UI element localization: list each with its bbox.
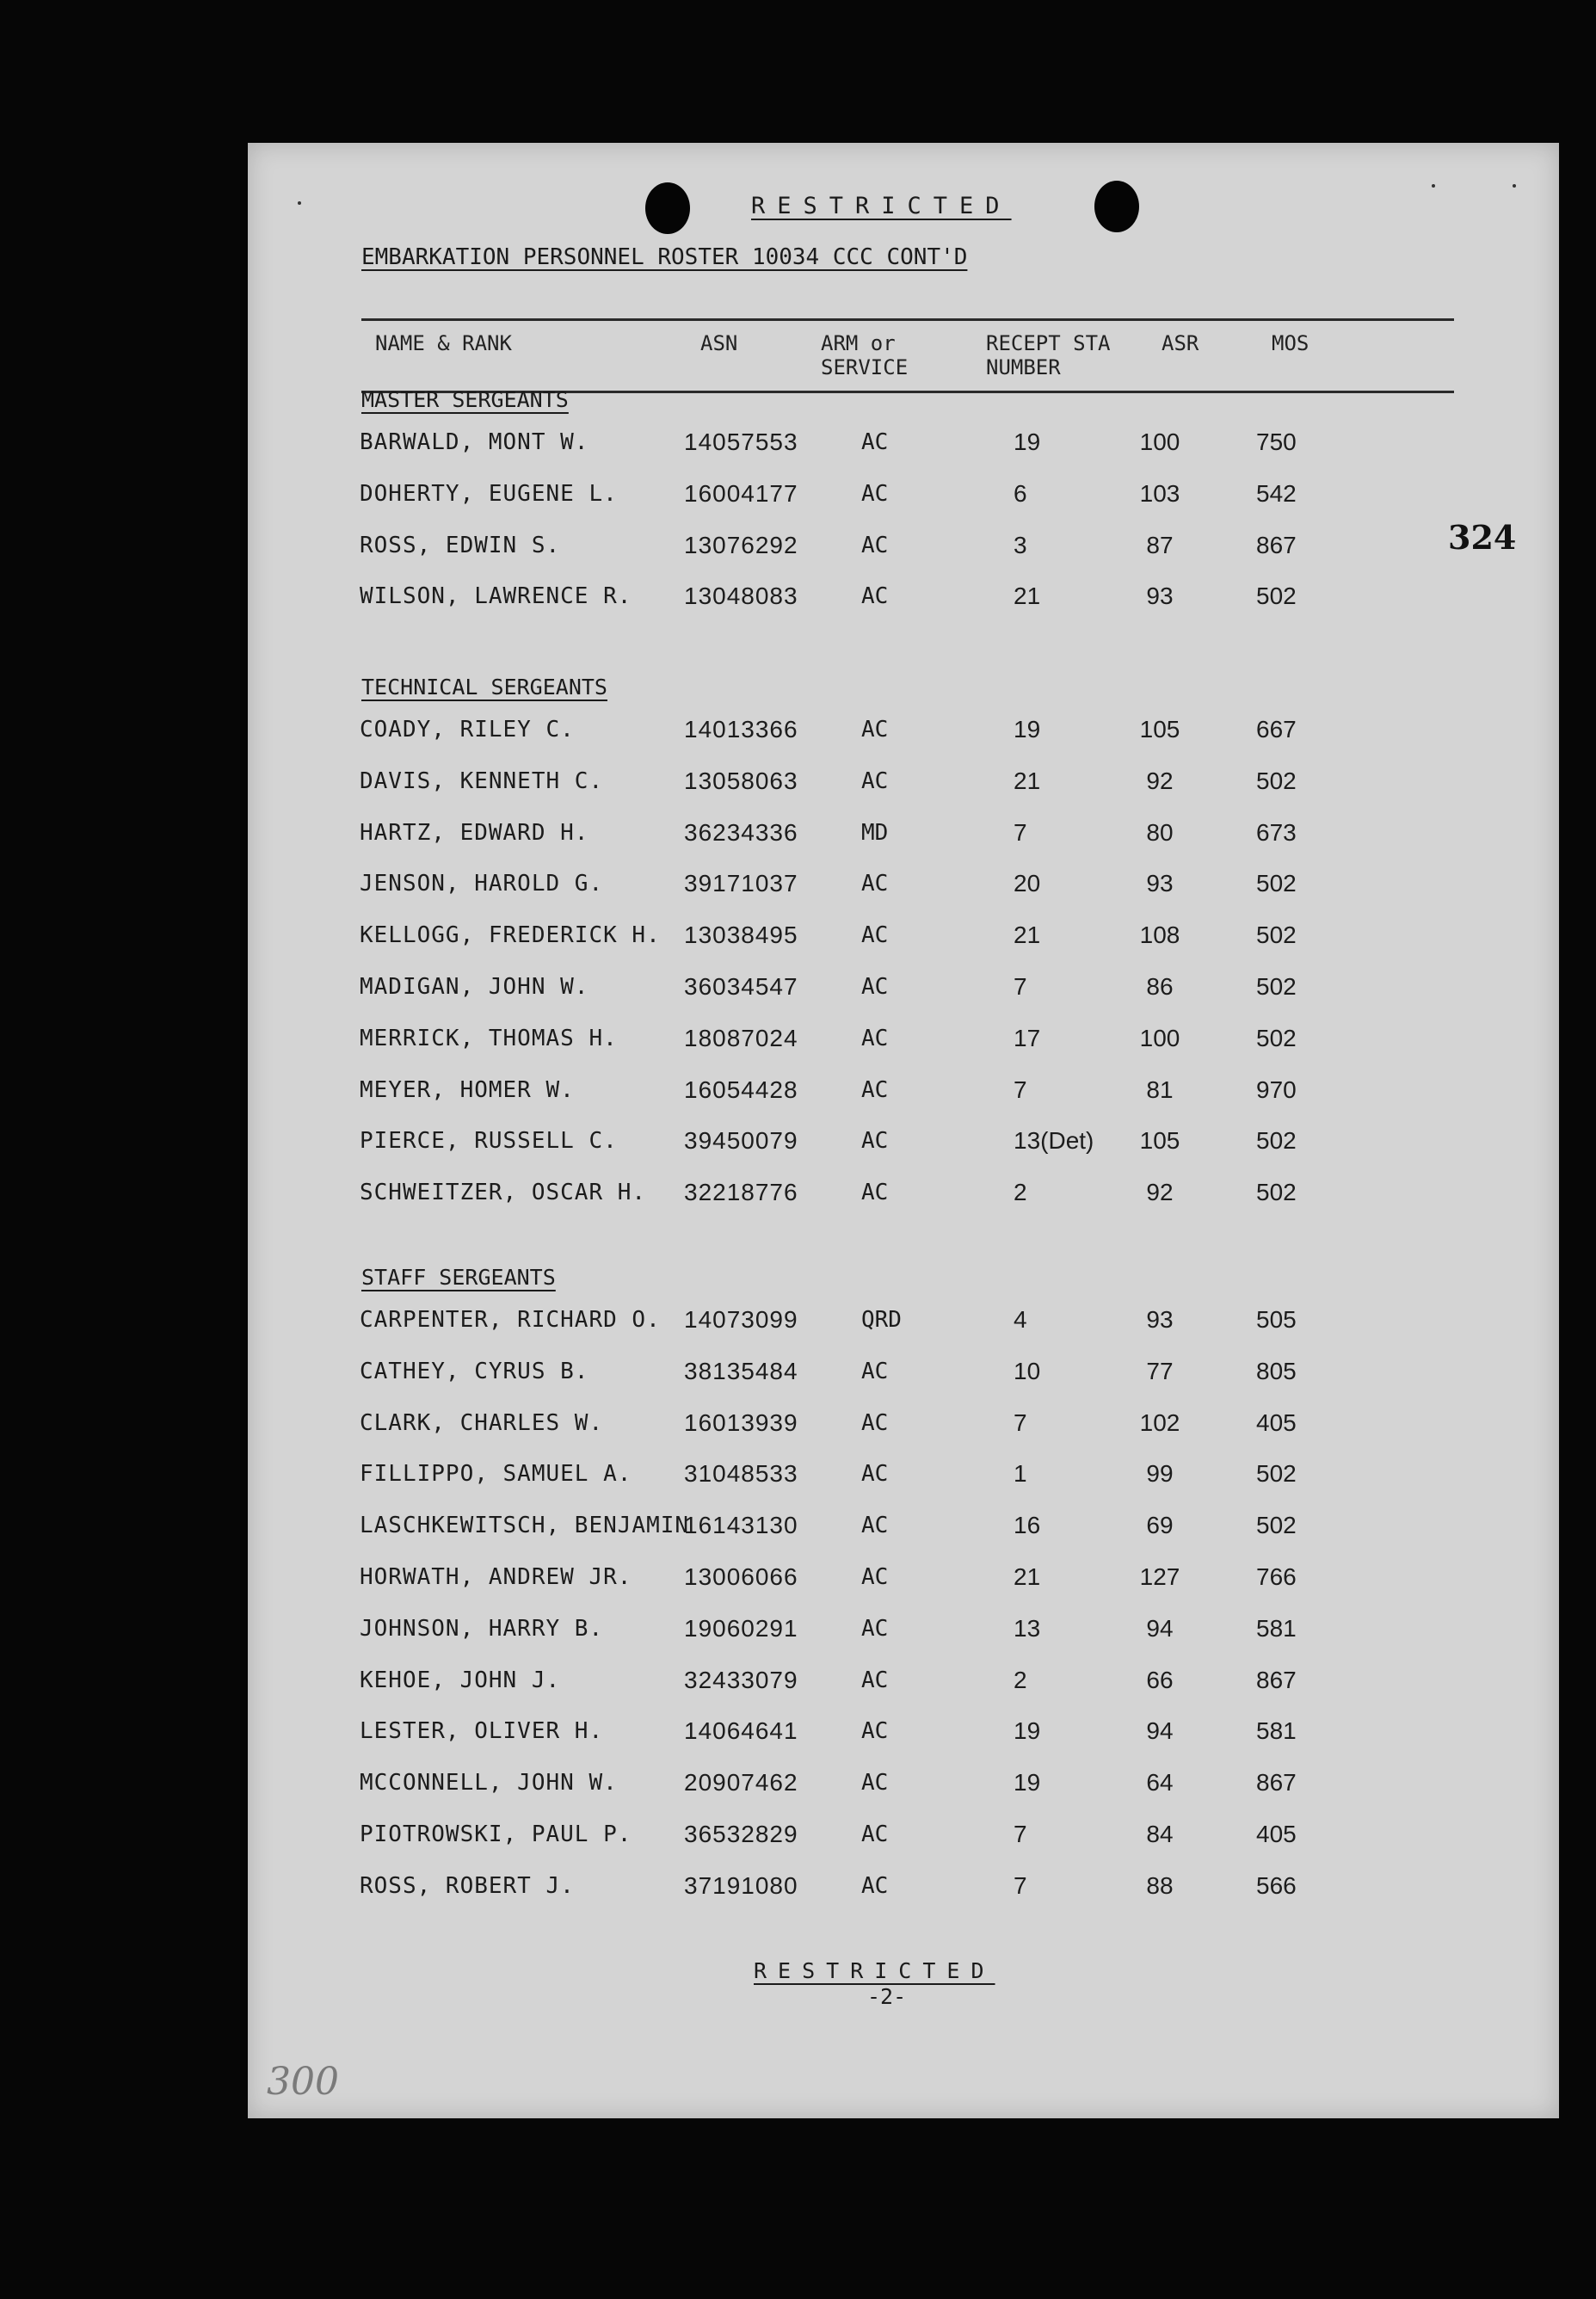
row-name: WILSON, LAWRENCE R.	[360, 583, 632, 609]
row-asr: 84	[1146, 1821, 1174, 1847]
row-mos: 502	[1256, 1179, 1297, 1205]
row-asr: 100	[1139, 1025, 1180, 1051]
table-row	[248, 970, 1559, 1004]
row-mos: 502	[1256, 973, 1297, 1000]
row-arm-service: AC	[861, 717, 889, 743]
row-mos: 502	[1256, 767, 1297, 794]
speck	[298, 201, 301, 205]
row-arm-service: AC	[861, 922, 889, 948]
row-asr: 69	[1146, 1512, 1174, 1538]
row-arm-service: AC	[861, 1667, 889, 1693]
row-arm-service: AC	[861, 429, 889, 455]
row-asn: 31048533	[684, 1460, 798, 1487]
row-name: ROSS, ROBERT J.	[360, 1873, 575, 1899]
row-arm-service: MD	[861, 820, 889, 846]
row-asn: 36034547	[684, 973, 798, 1000]
row-asr: 108	[1139, 921, 1180, 948]
row-asn: 32218776	[684, 1179, 798, 1205]
row-mos: 750	[1256, 428, 1297, 455]
row-name: HARTZ, EDWARD H.	[360, 820, 589, 846]
row-arm-service: AC	[861, 1770, 889, 1796]
table-row	[248, 712, 1559, 747]
row-arm-service: AC	[861, 1077, 889, 1103]
row-recept-sta: 7	[1014, 1821, 1027, 1847]
table-row	[248, 528, 1559, 563]
table-row	[248, 477, 1559, 511]
row-asn: 14057553	[684, 428, 798, 455]
row-name: PIOTROWSKI, PAUL P.	[360, 1821, 632, 1847]
row-asr: 87	[1146, 532, 1174, 558]
page-stamp: 324	[1448, 518, 1517, 557]
row-mos: 970	[1256, 1076, 1297, 1103]
row-recept-sta: 21	[1014, 1563, 1041, 1590]
row-arm-service: AC	[861, 974, 889, 1000]
row-mos: 502	[1256, 870, 1297, 897]
row-mos: 502	[1256, 1512, 1297, 1538]
row-asr: 93	[1146, 870, 1174, 897]
row-asn: 39171037	[684, 870, 798, 897]
row-asn: 20907462	[684, 1769, 798, 1796]
row-asr: 81	[1146, 1076, 1174, 1103]
document-page	[248, 143, 1559, 2118]
header-rule-top	[361, 318, 1454, 321]
table-row	[248, 866, 1559, 901]
row-name: CLARK, CHARLES W.	[360, 1410, 604, 1436]
row-arm-service: AC	[861, 481, 889, 507]
table-row	[248, 918, 1559, 952]
row-arm-service: AC	[861, 533, 889, 558]
row-asr: 127	[1139, 1563, 1180, 1590]
row-mos: 867	[1256, 1769, 1297, 1796]
row-mos: 502	[1256, 1127, 1297, 1154]
row-recept-sta: 7	[1014, 1076, 1027, 1103]
row-mos: 766	[1256, 1563, 1297, 1590]
row-asn: 13006066	[684, 1563, 798, 1590]
row-arm-service: QRD	[861, 1307, 902, 1333]
row-arm-service: AC	[861, 1410, 889, 1436]
row-arm-service: AC	[861, 1564, 889, 1590]
table-row	[248, 1354, 1559, 1389]
section-title: STAFF SERGEANTS	[361, 1265, 556, 1290]
row-mos: 542	[1256, 480, 1297, 507]
row-mos: 581	[1256, 1717, 1297, 1744]
row-asn: 36532829	[684, 1821, 798, 1847]
row-mos: 581	[1256, 1615, 1297, 1642]
row-asn: 32433079	[684, 1667, 798, 1693]
row-name: KEHOE, JOHN J.	[360, 1667, 561, 1693]
row-name: HORWATH, ANDREW JR.	[360, 1564, 632, 1590]
row-recept-sta: 21	[1014, 921, 1041, 948]
table-row	[248, 1021, 1559, 1056]
row-arm-service: AC	[861, 1359, 889, 1384]
table-row	[248, 1406, 1559, 1440]
row-asr: 94	[1146, 1615, 1174, 1642]
row-recept-sta: 7	[1014, 973, 1027, 1000]
speck	[1432, 184, 1435, 188]
col-header-name-rank: NAME & RANK	[375, 331, 512, 355]
row-name: DAVIS, KENNETH C.	[360, 768, 604, 794]
handwritten-note: 300	[267, 2060, 339, 2104]
table-row	[248, 1457, 1559, 1491]
col-header-asr: ASR	[1162, 331, 1199, 355]
row-asr: 92	[1146, 1179, 1174, 1205]
row-arm-service: AC	[861, 1026, 889, 1051]
row-asn: 13038495	[684, 921, 798, 948]
section-title: TECHNICAL SERGEANTS	[361, 675, 607, 700]
row-name: FILLIPPO, SAMUEL A.	[360, 1461, 632, 1487]
classification-header: RESTRICTED	[751, 193, 1012, 219]
row-mos: 867	[1256, 1667, 1297, 1693]
roster-title: EMBARKATION PERSONNEL ROSTER 10034 CCC CONT'D	[361, 244, 968, 270]
row-asn: 16143130	[684, 1512, 798, 1538]
row-mos: 805	[1256, 1358, 1297, 1384]
row-asn: 13048083	[684, 582, 798, 609]
row-asn: 37191080	[684, 1872, 798, 1899]
row-name: MEYER, HOMER W.	[360, 1077, 575, 1103]
col-header-asn: ASN	[700, 331, 738, 355]
row-name: PIERCE, RUSSELL C.	[360, 1128, 618, 1154]
row-asn: 39450079	[684, 1127, 798, 1154]
table-row	[248, 1714, 1559, 1748]
row-asn: 16054428	[684, 1076, 798, 1103]
table-row	[248, 1073, 1559, 1107]
row-name: ROSS, EDWIN S.	[360, 533, 561, 558]
row-asn: 14013366	[684, 716, 798, 743]
row-name: LESTER, OLIVER H.	[360, 1718, 604, 1744]
row-name: DOHERTY, EUGENE L.	[360, 481, 618, 507]
punch-hole-left	[645, 182, 690, 234]
row-mos: 502	[1256, 921, 1297, 948]
row-name: COADY, RILEY C.	[360, 717, 575, 743]
row-asn: 14064641	[684, 1717, 798, 1744]
row-asn: 13058063	[684, 767, 798, 794]
row-asn: 14073099	[684, 1306, 798, 1333]
col-header-recept-1: RECEPT STA	[986, 331, 1111, 355]
row-recept-sta: 3	[1014, 532, 1027, 558]
row-recept-sta: 16	[1014, 1512, 1041, 1538]
row-asn: 16004177	[684, 480, 798, 507]
row-name: JOHNSON, HARRY B.	[360, 1616, 604, 1642]
section-title: MASTER SERGEANTS	[361, 387, 569, 412]
row-arm-service: AC	[861, 1461, 889, 1487]
col-header-arm-1: ARM or	[821, 331, 896, 355]
col-header-arm-2: SERVICE	[821, 355, 909, 379]
table-row	[248, 425, 1559, 459]
row-arm-service: AC	[861, 583, 889, 609]
row-mos: 502	[1256, 582, 1297, 609]
row-name: SCHWEITZER, OSCAR H.	[360, 1180, 647, 1205]
row-mos: 405	[1256, 1821, 1297, 1847]
row-asr: 77	[1146, 1358, 1174, 1384]
row-recept-sta: 21	[1014, 767, 1041, 794]
table-row	[248, 1817, 1559, 1852]
speck	[1513, 184, 1516, 188]
row-asr: 93	[1146, 1306, 1174, 1333]
row-asn: 36234336	[684, 819, 798, 846]
page-number: -2-	[867, 1984, 907, 2009]
row-recept-sta: 6	[1014, 480, 1027, 507]
row-name: MCCONNELL, JOHN W.	[360, 1770, 618, 1796]
row-asn: 19060291	[684, 1615, 798, 1642]
row-arm-service: AC	[861, 871, 889, 897]
table-row	[248, 1175, 1559, 1210]
row-name: JENSON, HAROLD G.	[360, 871, 604, 897]
row-asr: 94	[1146, 1717, 1174, 1744]
row-asr: 103	[1139, 480, 1180, 507]
table-row	[248, 1663, 1559, 1698]
row-recept-sta: 7	[1014, 1409, 1027, 1436]
row-name: CATHEY, CYRUS B.	[360, 1359, 589, 1384]
row-recept-sta: 19	[1014, 428, 1041, 455]
row-mos: 673	[1256, 819, 1297, 846]
row-recept-sta: 2	[1014, 1179, 1027, 1205]
row-asr: 86	[1146, 973, 1174, 1000]
punch-hole-right	[1094, 181, 1139, 232]
row-arm-service: AC	[861, 1180, 889, 1205]
row-asr: 88	[1146, 1872, 1174, 1899]
row-arm-service: AC	[861, 1128, 889, 1154]
row-mos: 502	[1256, 1025, 1297, 1051]
row-recept-sta: 13	[1014, 1615, 1041, 1642]
table-row	[248, 1508, 1559, 1543]
row-recept-sta: 19	[1014, 1717, 1041, 1744]
row-name: MADIGAN, JOHN W.	[360, 974, 589, 1000]
row-mos: 405	[1256, 1409, 1297, 1436]
row-recept-sta: 21	[1014, 582, 1041, 609]
row-mos: 505	[1256, 1306, 1297, 1333]
classification-footer: RESTRICTED	[754, 1958, 995, 1983]
row-arm-service: AC	[861, 1873, 889, 1899]
col-header-mos: MOS	[1272, 331, 1309, 355]
row-name: MERRICK, THOMAS H.	[360, 1026, 618, 1051]
row-recept-sta: 19	[1014, 1769, 1041, 1796]
table-row	[248, 1560, 1559, 1594]
row-recept-sta: 19	[1014, 716, 1041, 743]
row-recept-sta: 4	[1014, 1306, 1027, 1333]
row-asr: 105	[1139, 716, 1180, 743]
col-header-recept-2: NUMBER	[986, 355, 1061, 379]
row-asr: 80	[1146, 819, 1174, 846]
table-row	[248, 1766, 1559, 1800]
row-mos: 502	[1256, 1460, 1297, 1487]
row-recept-sta: 20	[1014, 870, 1041, 897]
table-row	[248, 764, 1559, 798]
table-row	[248, 816, 1559, 850]
row-asn: 38135484	[684, 1358, 798, 1384]
row-asr: 93	[1146, 582, 1174, 609]
row-asr: 64	[1146, 1769, 1174, 1796]
row-asn: 18087024	[684, 1025, 798, 1051]
row-recept-sta: 17	[1014, 1025, 1041, 1051]
row-asr: 102	[1139, 1409, 1180, 1436]
row-recept-sta: 13(Det)	[1014, 1127, 1094, 1154]
row-name: LASCHKEWITSCH, BENJAMIN	[360, 1513, 690, 1538]
row-recept-sta: 1	[1014, 1460, 1027, 1487]
row-mos: 667	[1256, 716, 1297, 743]
row-recept-sta: 7	[1014, 1872, 1027, 1899]
row-asr: 99	[1146, 1460, 1174, 1487]
row-arm-service: AC	[861, 1718, 889, 1744]
row-recept-sta: 7	[1014, 819, 1027, 846]
row-name: CARPENTER, RICHARD O.	[360, 1307, 661, 1333]
row-asr: 92	[1146, 767, 1174, 794]
row-asn: 13076292	[684, 532, 798, 558]
table-row	[248, 1303, 1559, 1337]
row-name: KELLOGG, FREDERICK H.	[360, 922, 661, 948]
row-recept-sta: 10	[1014, 1358, 1041, 1384]
row-asn: 16013939	[684, 1409, 798, 1436]
row-arm-service: AC	[861, 1616, 889, 1642]
row-asr: 105	[1139, 1127, 1180, 1154]
table-row	[248, 579, 1559, 613]
row-recept-sta: 2	[1014, 1667, 1027, 1693]
row-arm-service: AC	[861, 768, 889, 794]
row-asr: 66	[1146, 1667, 1174, 1693]
row-arm-service: AC	[861, 1821, 889, 1847]
row-mos: 566	[1256, 1872, 1297, 1899]
row-asr: 100	[1139, 428, 1180, 455]
table-row	[248, 1124, 1559, 1158]
table-row	[248, 1612, 1559, 1646]
row-name: BARWALD, MONT W.	[360, 429, 589, 455]
table-row	[248, 1869, 1559, 1903]
row-arm-service: AC	[861, 1513, 889, 1538]
row-mos: 867	[1256, 532, 1297, 558]
